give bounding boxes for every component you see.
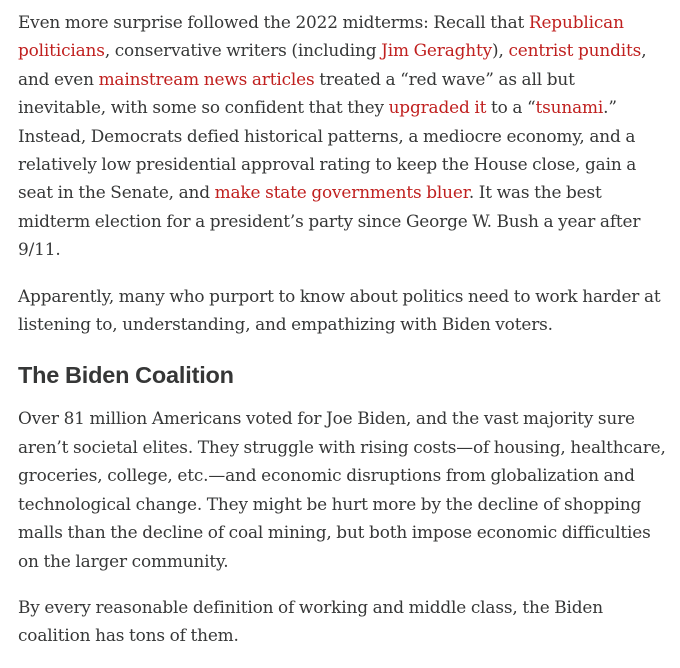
section-heading: The Biden Coalition <box>18 362 234 389</box>
paragraph-biden-voters: Over 81 million Americans voted for Joe Biden, and the vast majority sure aren’t societal elites. They struggle with rising costs—of housing, healthcare, groceries, college, etc.—and economic disruptions from globalization and technological change. They might be hurt more by the decline of shopping malls than the decline of coal mining, but both impose economic difficulties on the larger community. <box>18 408 666 571</box>
paragraph-text: Even more surprise followed the 2022 midterms: Recall that <box>18 12 529 32</box>
link-republican-politicians[interactable]: Republican politicians <box>18 12 624 61</box>
paragraph-working-middle-class: By every reasonable definition of working and middle class, the Biden coalition has tons of them. <box>18 596 604 646</box>
paragraph-text: .” Instead, Democrats defied historical patterns, a mediocre economy, and a relatively low presidential approval rating to keep the House close, gain a seat in the Senate, and <box>18 97 637 203</box>
paragraph-text: . It was the best midterm election for a president’s party since George W. Bush a year after 9/11. <box>18 182 641 260</box>
paragraph-text: to a “ <box>486 97 536 118</box>
link-upgraded-it[interactable]: upgraded it <box>388 97 487 118</box>
paragraph-text: , conservative writers (including <box>104 40 382 61</box>
link-centrist-pundits[interactable]: centrist pundits <box>508 40 642 61</box>
paragraph-text: , and even <box>18 40 647 89</box>
link-mainstream-news-articles[interactable]: mainstream news articles <box>98 68 315 89</box>
link-make-state-governments-bluer[interactable]: make state governments bluer <box>214 182 469 203</box>
article-body <box>18 8 666 668</box>
paragraph-listening: Apparently, many who purport to know about politics need to work harder at listening to, understanding, and empathizing with Biden voters. <box>18 285 661 335</box>
link-tsunami[interactable]: tsunami <box>535 97 604 118</box>
link-jim-geraghty[interactable]: Jim Geraghty <box>381 40 493 61</box>
paragraph-midterms <box>18 8 666 264</box>
paragraph-text: treated a “red wave” as all but inevitable, with some so confident that they <box>18 68 575 118</box>
paragraph-text: ), <box>492 40 509 61</box>
